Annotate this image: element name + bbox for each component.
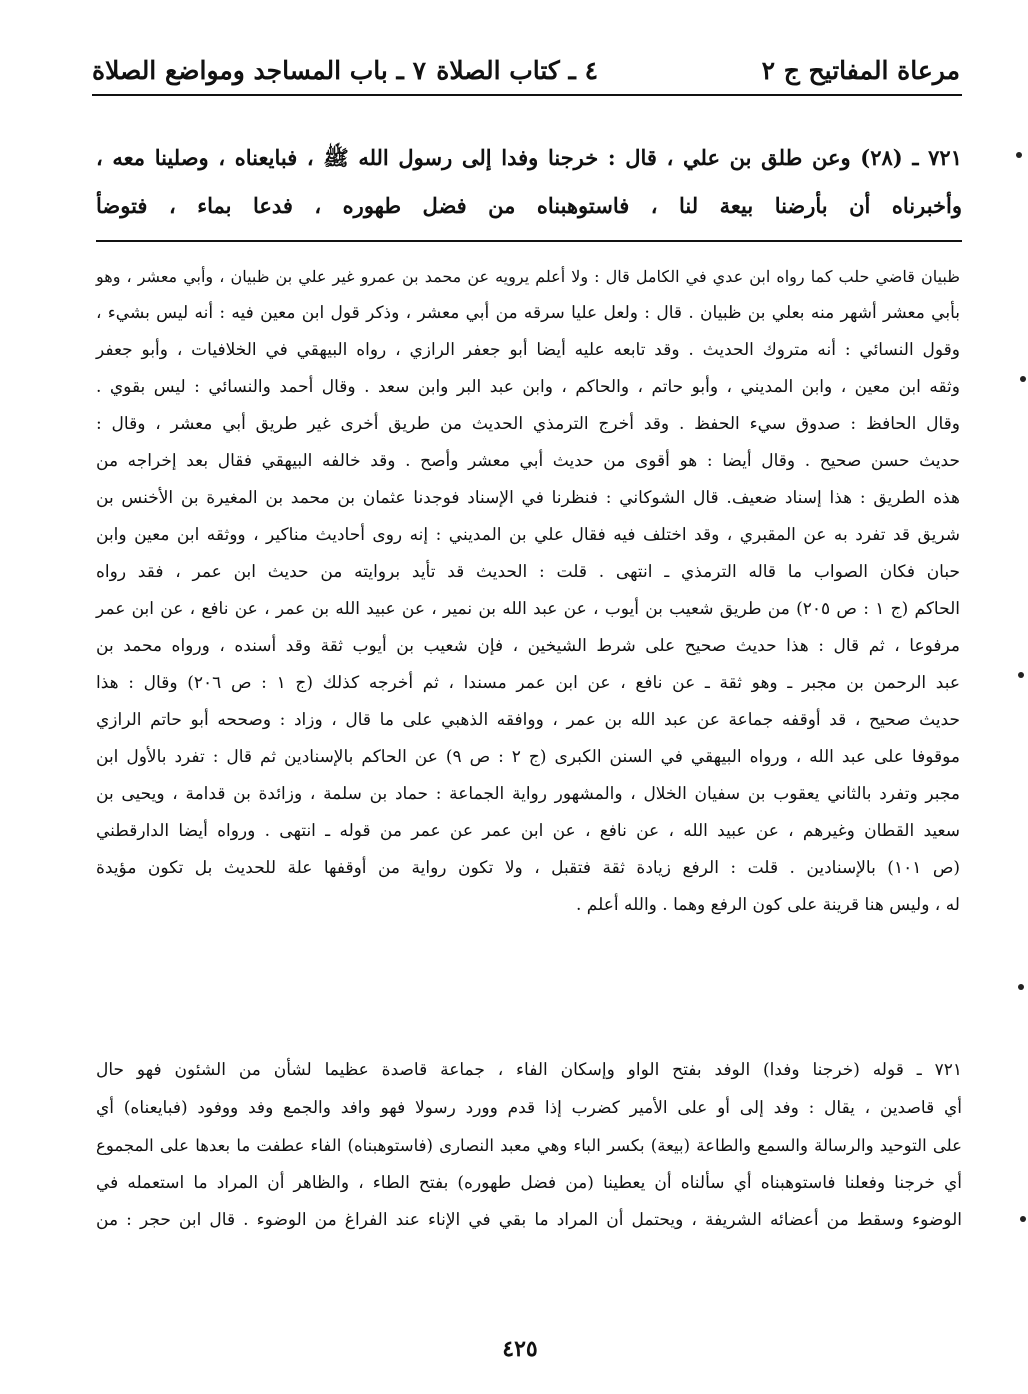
commentary-line: شريق قد تفرد به عن المقبري ، وقد اختلف فيه فقال علي بن المديني : إنه روى أحاديث مناكير ، ووثقه ابن معين وابن <box>96 525 960 545</box>
margin-mark <box>1016 152 1022 158</box>
commentary-line: مجبر وتفرد بالثاني يعقوب بن سفيان الخلال ، والمشهور رواية الجماعة : حماد بن سلمة ، وزائدة بن قدامة ، ويحيى بن <box>96 784 960 804</box>
commentary-line: مرفوعا ، ثم قال : هذا حديث صحيح على شرط الشيخين ، فإن شعيب بن أيوب ثقة وقد أسنده ، ورواه محمد بن <box>96 636 960 656</box>
notes-line: الوضوء وسقط من أعضائه الشريفة ، ويحتمل أن المراد ما بقي في الإناء عند الفراغ من الوضوء . قال ابن حجر : من <box>96 1210 962 1230</box>
notes-line: أي خرجنا وفعلنا فاستوهبناه أي سألناه أن يعطينا (من فضل طهوره) بفتح الطاء ، والظاهر أن المراد ما استعمله في <box>96 1172 962 1193</box>
notes-line: على التوحيد والرسالة والسمع والطاعة (بيعة) بكسر الباء وهي معبد النصارى (فاستوهبناه) الفاء عطفت ما بعدها على المجموع <box>96 1136 962 1155</box>
margin-mark <box>1018 984 1024 990</box>
margin-mark <box>1018 672 1024 678</box>
header-chapter: ٤ ـ كتاب الصلاة <box>436 56 598 85</box>
commentary-line: هذه الطريق : هذا إسناد ضعيف. قال الشوكاني : فنظرنا في الإسناد فوجدنا عثمان بن محمد بن المغيرة بن الأخنس بن <box>96 488 960 508</box>
commentary-line: الحاكم (ج ١ : ص ٢٠٥) من طريق شعيب بن أيوب ، عن عبد الله بن نمير ، عن عبيد الله بن عمر ، عن نافع ، عن ابن عمر <box>96 599 960 619</box>
commentary-line: وثقه ابن معين ، وابن المديني ، وأبو حاتم ، والحاكم ، وابن عبد البر وابن سعد . وقال أحمد والنسائي : ليس بقوي . <box>96 377 960 397</box>
hadith-text <box>96 134 962 230</box>
commentary-line: سعيد القطان وغيرهم ، عن عبيد الله ، عن نافع ، عن ابن عمر عن عمر من قوله ـ انتهى . ورواه أيضا الدارقطني <box>96 821 960 841</box>
commentary-line: وقول النسائي : أنه متروك الحديث . وقد تابعه عليه أيضا أبو جعفر الرازي ، رواه البيهقي في الخلافيات ، وأبو جعفر <box>96 340 960 360</box>
commentary-text <box>96 258 960 924</box>
commentary-line: له ، وليس هنا قرينة على كون الرفع وهما . والله أعلم . <box>576 895 960 915</box>
margin-mark <box>1020 1216 1026 1222</box>
commentary-line: وقال الحافظ : صدوق سيء الحفظ . وقد أخرج الترمذي الحديث من طريق أخرى غير طريق أبي معشر ، وقال : <box>96 414 960 434</box>
commentary-line: حديث صحيح ، قد أوقفه جماعة عن عبد الله بن عمر ، ووافقه الذهبي على ما قال ، وزاد : وصححه أبو حاتم الرازي <box>96 710 960 730</box>
commentary-line: عبد الرحمن بن مجبر ـ وهو ثقة ـ عن نافع ، عن ابن عمر مسندا ، ثم أخرجه كذلك (ج ١ : ص ٢٠٦) وقال : هذا <box>96 673 960 693</box>
commentary-line: ظبيان قاضي حلب كما رواه ابن عدي في الكامل قال : ولا أعلم يرويه عن محمد بن عمرو غير علي بن ظبيان ، وأبي معشر ، وهو <box>96 267 960 286</box>
header-book-title: مرعاة المفاتيح ج ٢ <box>761 56 960 85</box>
hadith-divider <box>96 240 962 242</box>
header-section: ٧ ـ باب المساجد ومواضع الصلاة <box>92 56 427 85</box>
explanation-notes <box>96 1052 962 1240</box>
margin-mark <box>1020 376 1026 382</box>
commentary-line: بأبي معشر أشهر منه بعلي بن ظبيان . قال : ولعل عليا سرقه من أبي معشر ، وذكر قول ابن معين فيه : أنه ليس بشيء ، <box>96 303 960 323</box>
header-rule <box>92 94 962 96</box>
running-header <box>92 52 960 92</box>
commentary-line: موقوفا على عبد الله ، ورواه البيهقي في السنن الكبرى (ج ٢ : ص ٩) عن الحاكم بالإسنادين ثم قال : تفرد بالأول ابن <box>96 747 960 767</box>
commentary-line: (ص ١٠١) بالإسنادين . قلت : الرفع زيادة ثقة فتقبل ، ولا تكون رواية من أوقفها علة للحديث بل تكون مؤيدة <box>96 858 961 878</box>
hadith-line: ٧٢١ ـ (٢٨) وعن طلق بن علي ، قال : خرجنا وفدا إلى رسول الله ﷺ ، فبايعناه ، وصلينا معه ، <box>96 145 962 170</box>
commentary-line: حديث حسن صحيح . وقال أيضا : هو أقوى من حديث أبي معشر وأصح . وقد خالفه البيهقي فقال بعد إخراجه من <box>96 451 960 471</box>
notes-line: أي قاصدين ، يقال : وفد إلى أو على الأمير كضرب إذا قدم وورد رسولا فهو وافد والجمع وفد ووفود (فبايعناه) أي <box>96 1097 962 1118</box>
notes-line: ٧٢١ ـ قوله (خرجنا وفدا) الوفد بفتح الواو وإسكان الفاء ، جماعة قاصدة عظيما لشأن من الشئون فهو حال <box>96 1060 962 1080</box>
page-number: ٤٢٥ <box>502 1336 538 1362</box>
hadith-line: وأخبرناه أن بأرضنا بيعة لنا ، فاستوهبناه من فضل طهوره ، فدعا بماء ، فتوضأ <box>96 193 962 218</box>
commentary-line: حبان فكان الصواب ما قاله الترمذي ـ انتهى . قلت : الحديث قد تأيد بروايته من حديث ابن عمر ، فقد رواه <box>96 562 960 582</box>
